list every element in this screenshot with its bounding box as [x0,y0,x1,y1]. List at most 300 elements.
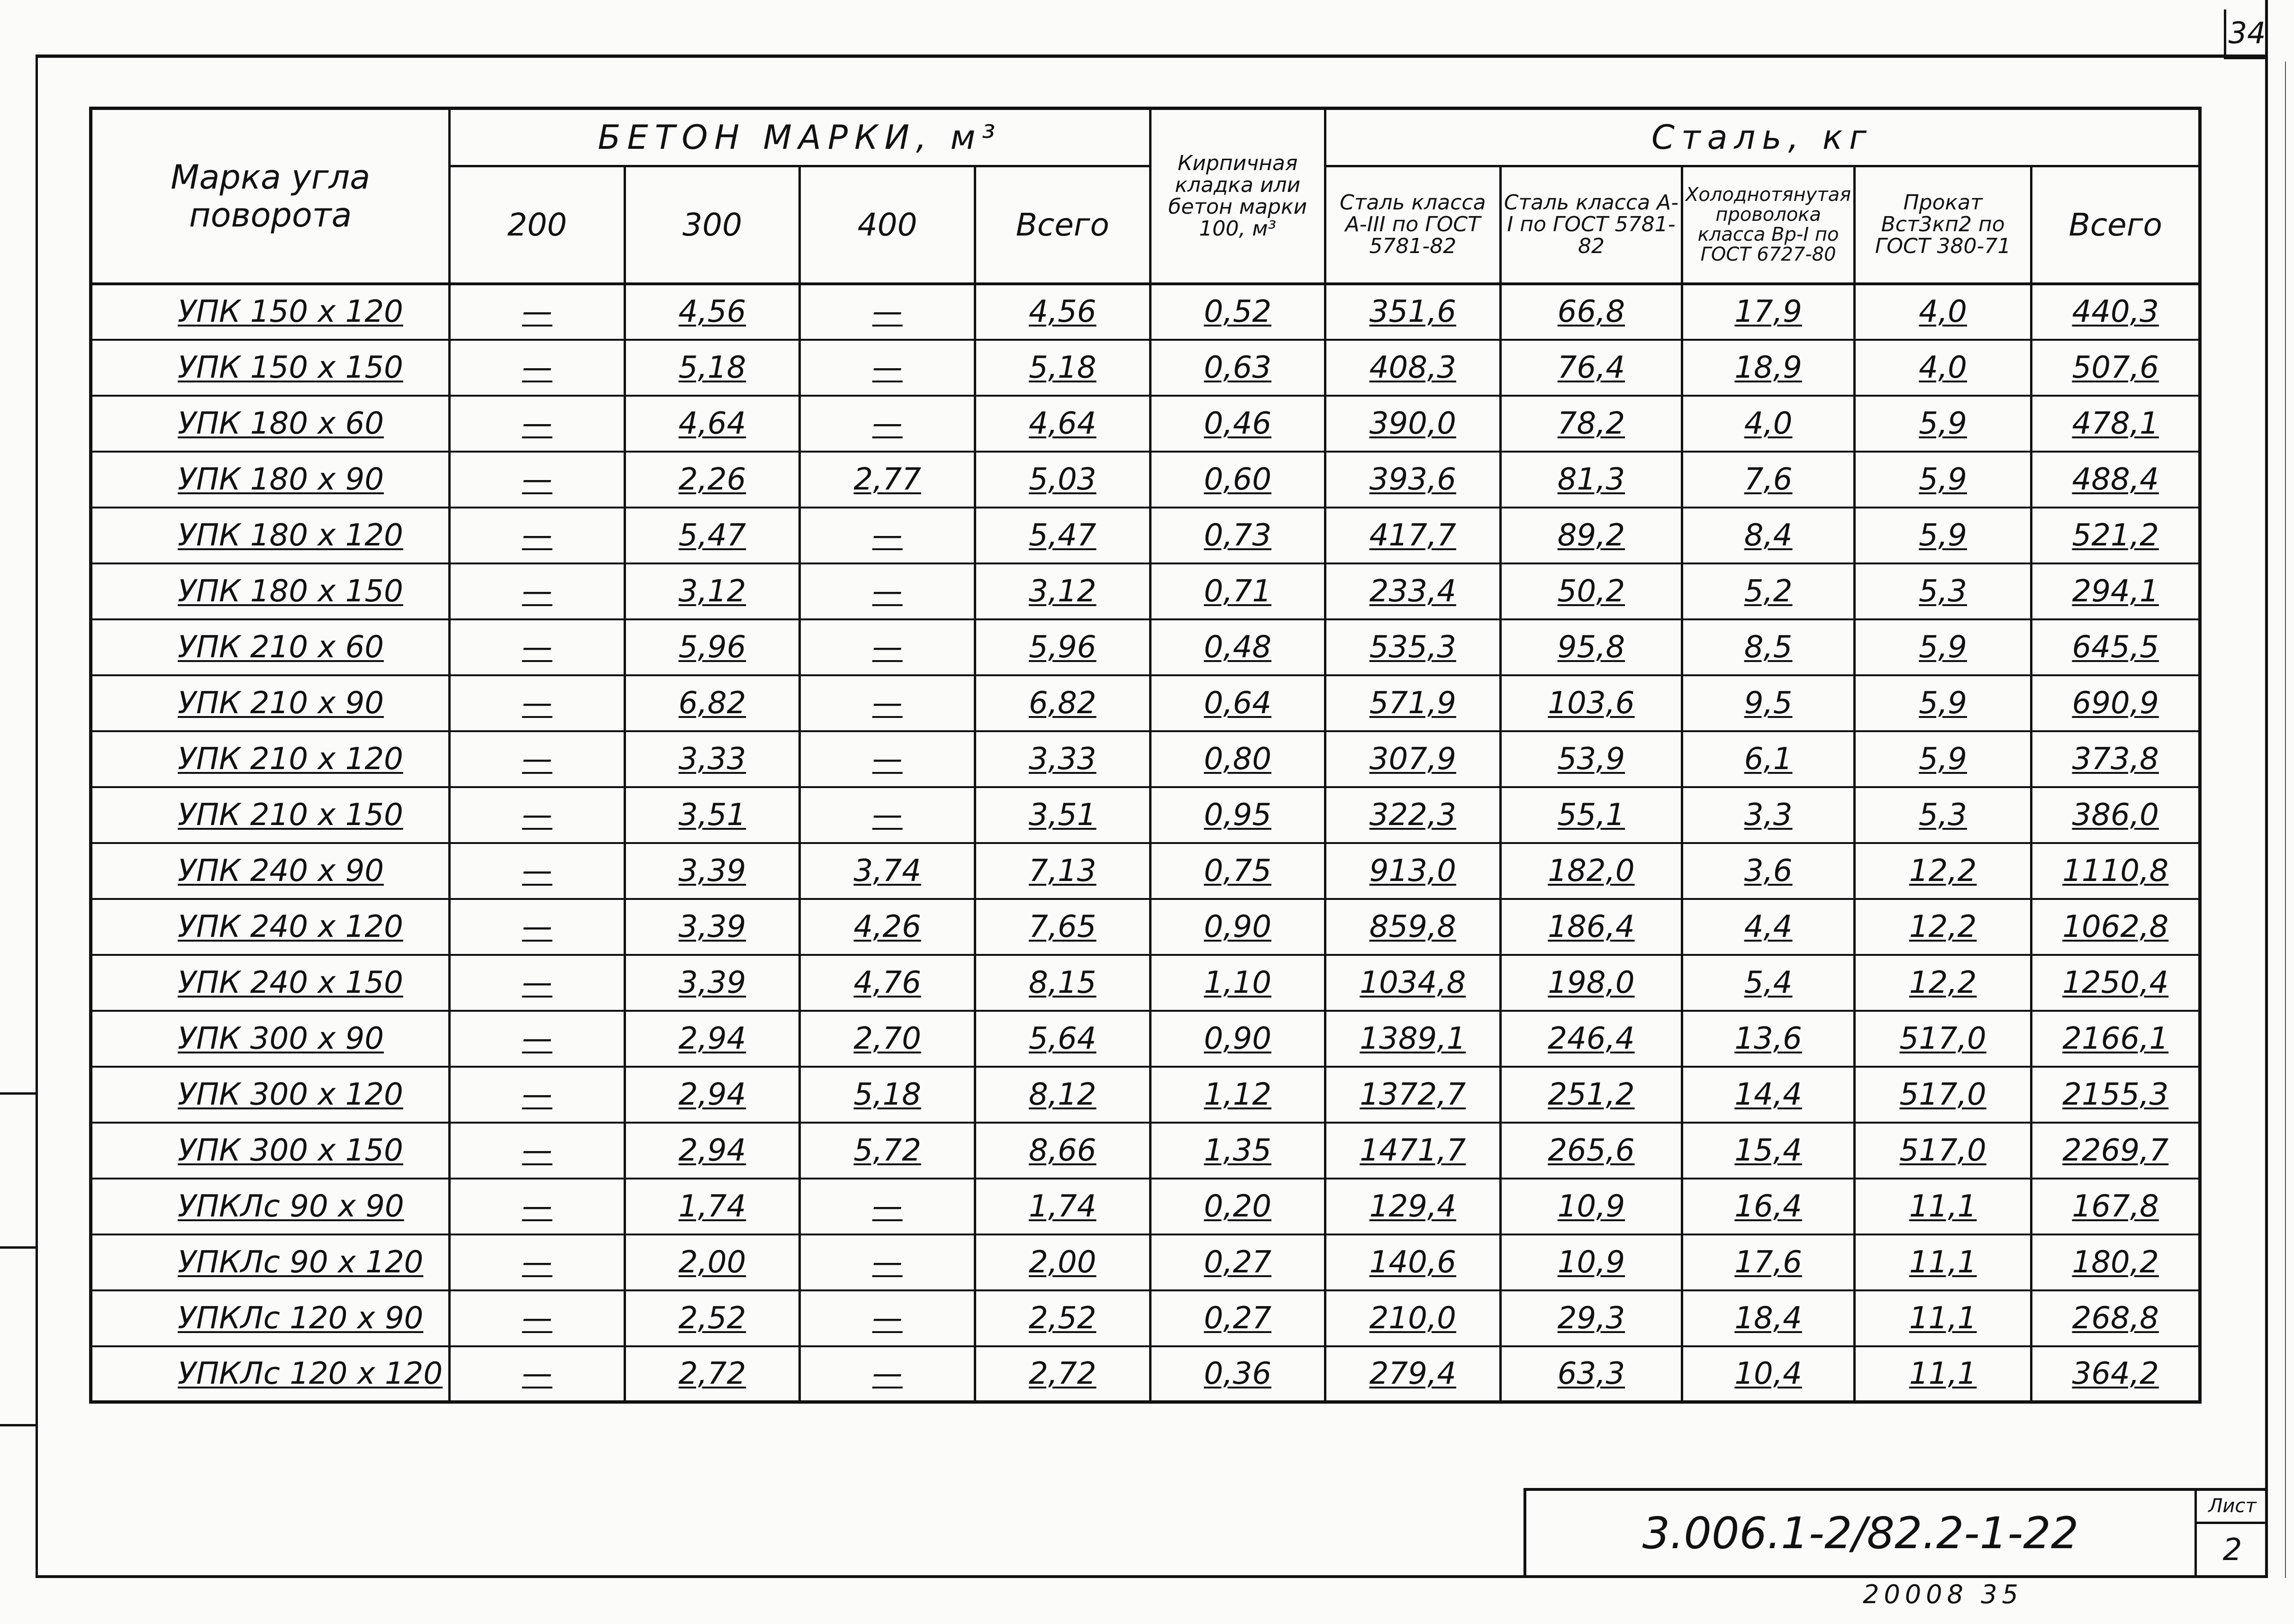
cell-prokat [1854,1234,2031,1290]
cell-concrete-total-text: 3,33 [1028,741,1097,777]
cell-concrete-total-text: 4,56 [1028,294,1097,329]
table-row [91,675,2200,731]
cell-concrete-total-text: 8,12 [1028,1077,1097,1112]
margin-tick [0,1424,36,1426]
cell-concrete-200-text: — [522,462,553,497]
cell-steel-a3 [1325,284,1501,340]
cell-concrete-400 [800,1179,975,1234]
cell-wire [1682,1179,1855,1234]
cell-masonry-text: 0,73 [1204,517,1272,553]
cell-mark-text: УПК 150 x 150 [178,350,403,385]
cell-masonry [1150,284,1325,340]
cell-concrete-300 [625,508,800,563]
cell-prokat-text: 12,2 [1909,909,1977,944]
cell-steel-a1 [1500,284,1682,340]
cell-concrete-total [975,955,1150,1011]
cell-concrete-total [975,452,1150,508]
cell-concrete-300-text: 3,12 [678,573,746,609]
cell-prokat-text: 12,2 [1909,853,1977,889]
cell-steel-total-text: 1062,8 [2062,909,2169,944]
cell-steel-a1 [1500,1179,1682,1234]
cell-steel-a1-text: 81,3 [1557,462,1625,497]
cell-wire-text: 7,6 [1744,462,1793,497]
cell-steel-total [2031,843,2200,899]
cell-masonry-text: 1,35 [1204,1133,1272,1168]
cell-prokat [1854,284,2031,340]
cell-steel-a3-text: 571,9 [1369,685,1456,721]
cell-prokat [1854,1290,2031,1346]
cell-steel-total [2031,1234,2200,1290]
cell-steel-a3-text: 129,4 [1369,1189,1456,1224]
cell-wire-text: 3,3 [1744,797,1793,833]
cell-concrete-200 [450,1234,625,1290]
cell-mark-text: УПК 300 x 150 [178,1133,403,1168]
cell-steel-a3 [1325,1234,1501,1290]
cell-concrete-400-text: — [872,685,903,721]
cell-wire-text: 8,5 [1744,629,1793,665]
header-steel-group: Сталь, кг [1325,109,2200,166]
cell-masonry-text: 0,75 [1204,853,1272,889]
cell-steel-total [2031,1123,2200,1179]
cell-steel-a1 [1500,675,1682,731]
cell-prokat-text: 517,0 [1899,1021,1986,1056]
cell-steel-total-text: 521,2 [2072,517,2159,553]
cell-wire [1682,619,1855,675]
cell-steel-a1 [1500,787,1682,843]
cell-steel-a3 [1325,1179,1501,1234]
cell-steel-a1-text: 53,9 [1557,741,1625,777]
cell-prokat-text: 11,1 [1909,1300,1977,1336]
cell-concrete-300 [625,452,800,508]
cell-concrete-200 [450,675,625,731]
cell-masonry-text: 0,52 [1204,294,1272,329]
cell-concrete-300-text: 5,96 [678,629,746,665]
cell-concrete-200 [450,899,625,955]
cell-concrete-total-text: 8,15 [1028,965,1097,1000]
cell-steel-total [2031,396,2200,452]
cell-concrete-total [975,619,1150,675]
cell-mark-text: УПК 240 x 120 [178,909,403,944]
cell-concrete-200-text: — [522,1133,553,1168]
cell-masonry [1150,1179,1325,1234]
cell-prokat-text: 5,3 [1919,573,1968,609]
cell-steel-total-text: 488,4 [2072,462,2159,497]
cell-concrete-300-text: 2,94 [678,1077,746,1112]
cell-steel-a3 [1325,452,1501,508]
cell-steel-a1 [1500,396,1682,452]
cell-concrete-400-text: 2,70 [853,1021,921,1056]
cell-wire [1682,1234,1855,1290]
cell-steel-a1-text: 198,0 [1548,965,1635,1000]
cell-prokat-text: 5,9 [1919,685,1968,721]
footer-note: 20008 35 [1863,1579,2023,1609]
cell-wire-text: 17,9 [1734,294,1802,329]
cell-steel-a3-text: 351,6 [1369,294,1456,329]
cell-concrete-400-text: — [872,1300,903,1336]
cell-steel-total-text: 364,2 [2072,1356,2159,1391]
cell-concrete-300-text: 2,00 [678,1244,746,1280]
cell-steel-total-text: 180,2 [2072,1244,2159,1280]
cell-concrete-total-text: 7,13 [1028,853,1097,889]
cell-wire [1682,284,1855,340]
cell-steel-total [2031,955,2200,1011]
cell-prokat-text: 4,0 [1919,294,1968,329]
cell-concrete-300 [625,1290,800,1346]
cell-steel-a3-text: 408,3 [1369,350,1456,385]
cell-steel-a3 [1325,675,1501,731]
cell-mark [91,675,450,731]
cell-concrete-300 [625,619,800,675]
table-row [91,340,2200,396]
cell-steel-a1 [1500,340,1682,396]
header-wire: Холоднотянутая проволока класса Вр-I по ГОСТ 6727-80 [1682,166,1855,284]
cell-steel-a1-text: 29,3 [1557,1300,1625,1336]
cell-wire [1682,563,1855,619]
cell-steel-a1 [1500,1067,1682,1123]
cell-concrete-400-text: — [872,1356,903,1391]
cell-concrete-300 [625,731,800,787]
cell-mark [91,955,450,1011]
cell-steel-a1-text: 78,2 [1557,406,1625,441]
cell-steel-a3 [1325,787,1501,843]
cell-prokat-text: 11,1 [1909,1189,1977,1224]
cell-concrete-400-text: 5,72 [853,1133,921,1168]
cell-mark [91,452,450,508]
cell-mark [91,1234,450,1290]
cell-mark-text: УПК 180 x 60 [178,406,384,441]
cell-mark-text: УПК 210 x 60 [178,629,384,665]
cell-concrete-300 [625,284,800,340]
cell-steel-total [2031,1011,2200,1067]
cell-concrete-300-text: 2,94 [678,1021,746,1056]
cell-prokat-text: 517,0 [1899,1133,1986,1168]
cell-masonry [1150,452,1325,508]
cell-steel-a3 [1325,1067,1501,1123]
header-concrete-400: 400 [800,166,975,284]
cell-steel-a1-text: 182,0 [1548,853,1635,889]
cell-masonry [1150,1067,1325,1123]
cell-concrete-total-text: 5,47 [1028,517,1097,553]
cell-concrete-400 [800,396,975,452]
cell-steel-total-text: 690,9 [2072,685,2159,721]
cell-steel-a1-text: 10,9 [1557,1244,1625,1280]
cell-masonry [1150,340,1325,396]
specification-table [89,107,2202,1404]
cell-concrete-300-text: 6,82 [678,685,746,721]
cell-concrete-total-text: 4,64 [1028,406,1097,441]
cell-wire-text: 8,4 [1744,517,1793,553]
cell-mark [91,1011,450,1067]
cell-mark-text: УПК 210 x 90 [178,685,384,721]
cell-concrete-200 [450,1067,625,1123]
cell-concrete-total [975,284,1150,340]
cell-concrete-400 [800,899,975,955]
cell-mark [91,340,450,396]
cell-steel-total-text: 2155,3 [2062,1077,2169,1112]
cell-mark [91,1067,450,1123]
cell-concrete-total [975,1067,1150,1123]
table-row [91,1011,2200,1067]
cell-mark [91,1346,450,1402]
cell-wire-text: 18,9 [1734,350,1802,385]
table-row [91,955,2200,1011]
cell-concrete-200-text: — [522,573,553,609]
cell-wire [1682,508,1855,563]
cell-concrete-300-text: 3,51 [678,797,746,833]
cell-concrete-200-text: — [522,797,553,833]
cell-steel-total-text: 386,0 [2072,797,2159,833]
cell-concrete-300-text: 2,52 [678,1300,746,1336]
cell-steel-total-text: 2166,1 [2062,1021,2169,1056]
cell-concrete-300 [625,1123,800,1179]
cell-steel-a1-text: 265,6 [1548,1133,1635,1168]
cell-wire-text: 17,6 [1734,1244,1802,1280]
cell-steel-a3-text: 1372,7 [1360,1077,1466,1112]
cell-steel-total-text: 507,6 [2072,350,2159,385]
cell-masonry-text: 0,60 [1204,462,1272,497]
cell-masonry [1150,619,1325,675]
cell-steel-a1 [1500,619,1682,675]
cell-concrete-total-text: 5,18 [1028,350,1097,385]
cell-concrete-total [975,396,1150,452]
cell-prokat-text: 517,0 [1899,1077,1986,1112]
cell-concrete-200 [450,843,625,899]
cell-mark-text: УПКЛс 120 x 90 [178,1300,424,1336]
cell-concrete-200-text: — [522,1244,553,1280]
cell-steel-total [2031,619,2200,675]
cell-concrete-400 [800,452,975,508]
cell-steel-a3-text: 233,4 [1369,573,1456,609]
cell-concrete-total [975,1011,1150,1067]
cell-steel-a3-text: 417,7 [1369,517,1456,553]
cell-steel-total [2031,1179,2200,1234]
cell-mark [91,1123,450,1179]
cell-wire [1682,1067,1855,1123]
cell-mark [91,899,450,955]
cell-prokat [1854,619,2031,675]
cell-concrete-200 [450,340,625,396]
cell-concrete-400-text: 3,74 [853,853,921,889]
cell-steel-a3 [1325,899,1501,955]
cell-prokat-text: 5,3 [1919,797,1968,833]
table-row [91,1290,2200,1346]
cell-concrete-total [975,843,1150,899]
margin-tick [0,1246,36,1249]
cell-prokat-text: 5,9 [1919,629,1968,665]
cell-prokat [1854,787,2031,843]
cell-mark [91,1179,450,1234]
cell-steel-a1 [1500,899,1682,955]
cell-masonry [1150,1346,1325,1402]
cell-concrete-300-text: 4,64 [678,406,746,441]
cell-prokat [1854,508,2031,563]
cell-masonry-text: 0,46 [1204,406,1272,441]
cell-steel-a3 [1325,843,1501,899]
cell-prokat-text: 4,0 [1919,350,1968,385]
cell-concrete-400 [800,508,975,563]
cell-masonry [1150,731,1325,787]
cell-concrete-400-text: 4,26 [853,909,921,944]
cell-masonry-text: 0,95 [1204,797,1272,833]
cell-concrete-200 [450,955,625,1011]
table-row [91,508,2200,563]
cell-concrete-300-text: 2,94 [678,1133,746,1168]
cell-steel-a3-text: 210,0 [1369,1300,1456,1336]
cell-concrete-400 [800,1346,975,1402]
cell-masonry [1150,1234,1325,1290]
cell-concrete-200 [450,1346,625,1402]
cell-concrete-200 [450,619,625,675]
cell-concrete-200-text: — [522,406,553,441]
table-row [91,452,2200,508]
cell-concrete-400 [800,1234,975,1290]
cell-concrete-400-text: — [872,406,903,441]
frame-right-border [2265,0,2268,1578]
cell-prokat [1854,675,2031,731]
cell-masonry [1150,508,1325,563]
cell-wire-text: 9,5 [1744,685,1793,721]
cell-concrete-300-text: 2,26 [678,462,746,497]
cell-concrete-total [975,1234,1150,1290]
cell-steel-total-text: 268,8 [2072,1300,2159,1336]
cell-prokat-text: 5,9 [1919,462,1968,497]
cell-steel-total [2031,1290,2200,1346]
cell-concrete-total-text: 2,72 [1028,1356,1097,1391]
cell-concrete-200-text: — [522,517,553,553]
cell-masonry-text: 0,80 [1204,741,1272,777]
frame-trim-line [2285,62,2286,1578]
header-prokat: Прокат Вст3кп2 по ГОСТ 380-71 [1854,166,2031,284]
cell-steel-total [2031,284,2200,340]
cell-concrete-200-text: — [522,1077,553,1112]
table-body [91,284,2200,1402]
cell-concrete-200-text: — [522,350,553,385]
cell-concrete-200-text: — [522,629,553,665]
table-row [91,1234,2200,1290]
cell-concrete-300 [625,1234,800,1290]
cell-mark-text: УПК 150 x 120 [178,294,403,329]
cell-wire-text: 4,0 [1744,406,1793,441]
cell-steel-a1-text: 186,4 [1548,909,1635,944]
cell-concrete-400-text: — [872,294,903,329]
cell-mark [91,843,450,899]
cell-steel-a1-text: 63,3 [1557,1356,1625,1391]
cell-concrete-200-text: — [522,1021,553,1056]
cell-wire [1682,1011,1855,1067]
cell-wire-text: 5,4 [1744,965,1793,1000]
cell-wire [1682,1346,1855,1402]
cell-concrete-300 [625,340,800,396]
cell-mark-text: УПК 210 x 150 [178,797,403,833]
cell-concrete-total [975,1179,1150,1234]
cell-mark-text: УПКЛс 90 x 120 [178,1244,424,1280]
cell-prokat-text: 5,9 [1919,517,1968,553]
cell-wire-text: 14,4 [1734,1077,1802,1112]
cell-wire [1682,452,1855,508]
table-row [91,1179,2200,1234]
cell-steel-a3-text: 307,9 [1369,741,1456,777]
header-steel-a3: Сталь класса A-III по ГОСТ 5781-82 [1325,166,1501,284]
cell-steel-a1 [1500,563,1682,619]
cell-steel-a3 [1325,340,1501,396]
cell-steel-a3-text: 140,6 [1369,1244,1456,1280]
cell-prokat [1854,340,2031,396]
cell-concrete-total-text: 2,52 [1028,1300,1097,1336]
cell-concrete-200-text: — [522,294,553,329]
cell-mark-text: УПК 180 x 150 [178,573,403,609]
cell-concrete-300 [625,787,800,843]
cell-wire [1682,955,1855,1011]
cell-concrete-200-text: — [522,685,553,721]
cell-prokat-text: 5,9 [1919,406,1968,441]
cell-masonry [1150,563,1325,619]
cell-concrete-400 [800,955,975,1011]
cell-mark [91,731,450,787]
cell-concrete-300-text: 1,74 [678,1189,746,1224]
cell-steel-a3 [1325,563,1501,619]
cell-prokat [1854,955,2031,1011]
cell-concrete-total-text: 6,82 [1028,685,1097,721]
cell-wire [1682,340,1855,396]
cell-steel-a1-text: 89,2 [1557,517,1625,553]
cell-concrete-total [975,563,1150,619]
cell-wire-text: 15,4 [1734,1133,1802,1168]
cell-concrete-200-text: — [522,909,553,944]
cell-mark-text: УПК 180 x 120 [178,517,403,553]
cell-masonry [1150,955,1325,1011]
cell-concrete-total [975,787,1150,843]
cell-concrete-400 [800,284,975,340]
cell-masonry-text: 0,27 [1204,1300,1272,1336]
cell-concrete-200 [450,1179,625,1234]
cell-mark [91,1290,450,1346]
cell-mark-text: УПКЛс 90 x 90 [178,1189,404,1224]
cell-wire [1682,396,1855,452]
cell-concrete-400 [800,1123,975,1179]
cell-masonry-text: 0,27 [1204,1244,1272,1280]
cell-mark-text: УПКЛс 120 x 120 [178,1356,443,1391]
cell-steel-a1-text: 246,4 [1548,1021,1635,1056]
cell-concrete-total [975,1123,1150,1179]
cell-masonry [1150,1123,1325,1179]
cell-concrete-total [975,731,1150,787]
cell-concrete-200 [450,787,625,843]
cell-masonry [1150,899,1325,955]
cell-mark [91,619,450,675]
cell-steel-total-text: 645,5 [2072,629,2159,665]
cell-masonry-text: 0,64 [1204,685,1272,721]
cell-steel-a1 [1500,1234,1682,1290]
cell-concrete-300-text: 3,33 [678,741,746,777]
cell-concrete-total [975,1290,1150,1346]
cell-concrete-300-text: 4,56 [678,294,746,329]
cell-concrete-200 [450,284,625,340]
table-row [91,843,2200,899]
cell-concrete-300 [625,899,800,955]
cell-wire [1682,1290,1855,1346]
cell-concrete-400-text: 4,76 [853,965,921,1000]
cell-concrete-total [975,1346,1150,1402]
cell-mark [91,508,450,563]
cell-concrete-200 [450,1290,625,1346]
cell-steel-total [2031,787,2200,843]
cell-wire-text: 16,4 [1734,1189,1802,1224]
cell-concrete-200 [450,452,625,508]
table-row [91,731,2200,787]
table-row [91,899,2200,955]
sheet-label: Лист [2197,1491,2268,1524]
cell-mark [91,787,450,843]
